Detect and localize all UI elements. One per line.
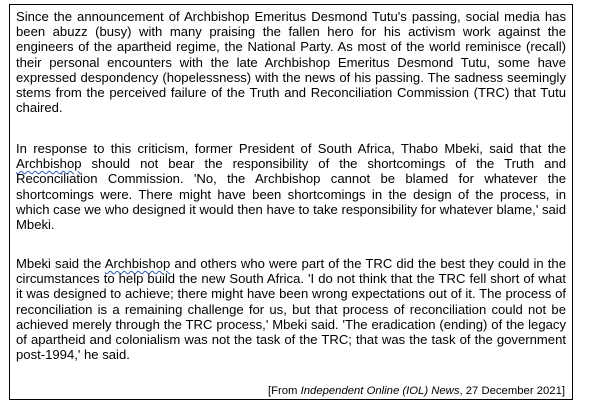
- paragraph-3: [16, 256, 566, 362]
- paragraph-1: Since the announcement of Archbishop Emeritus Desmond Tutu's passing, social media has been abuzz (busy) with many praising the fallen hero for his activism work against the engineers of the apartheid regime, the National Party. As most of the world reminisce (recall) their personal encounters with the late Archbishop Emeritus Desmond Tutu, some have expressed despondency (hopelessness) with the news of his passing. The sadness seemingly stems from the perceived failure of the Truth and Reconciliation Commission (TRC) that Tutu chaired.: [16, 9, 566, 116]
- source-prefix: [From: [267, 385, 301, 397]
- spellcheck-flagged-word: Archbishop: [16, 156, 82, 172]
- article-extract-box: [9, 4, 573, 400]
- spellcheck-flagged-word: Archbishop: [104, 256, 171, 271]
- source-date: , 27 December 2021]: [459, 385, 565, 397]
- source-publication: Independent Online (IOL) News: [300, 385, 460, 397]
- paragraph-2-text-start: In response to this criticism, former President of South Africa, Thabo Mbeki, said that the: [16, 141, 566, 156]
- source-citation: [268, 384, 565, 398]
- paragraph-3-text-end: and others who were part of the TRC did the best they could in the circumstances to help build the new South Africa. 'I do not think that the TRC fell short of what it was designed to achieve; there might have been wrong expectations out of it. The process of reconciliation is a remaining challenge for us, but that process of reconciliation could not be achieved merely through the TRC process,' Mbeki said. 'The eradication (ending) of the legacy of apartheid and colonialism was not the task of the TRC; that was the task of the government post-1994,' he said.: [16, 256, 566, 363]
- paragraph-3-text-start: Mbeki said the: [16, 256, 105, 271]
- paragraph-2: [16, 141, 566, 232]
- paragraph-2-text-end: should not bear the responsibility of the shortcomings of the Truth and Reconciliation Commission. 'No, the Archbishop cannot be blamed for whatever the shortcomings were. There might have been shortcomings in the design of the process, in which case we who designed it would then have to take responsibility for whatever blame,' said Mbeki.: [16, 156, 566, 233]
